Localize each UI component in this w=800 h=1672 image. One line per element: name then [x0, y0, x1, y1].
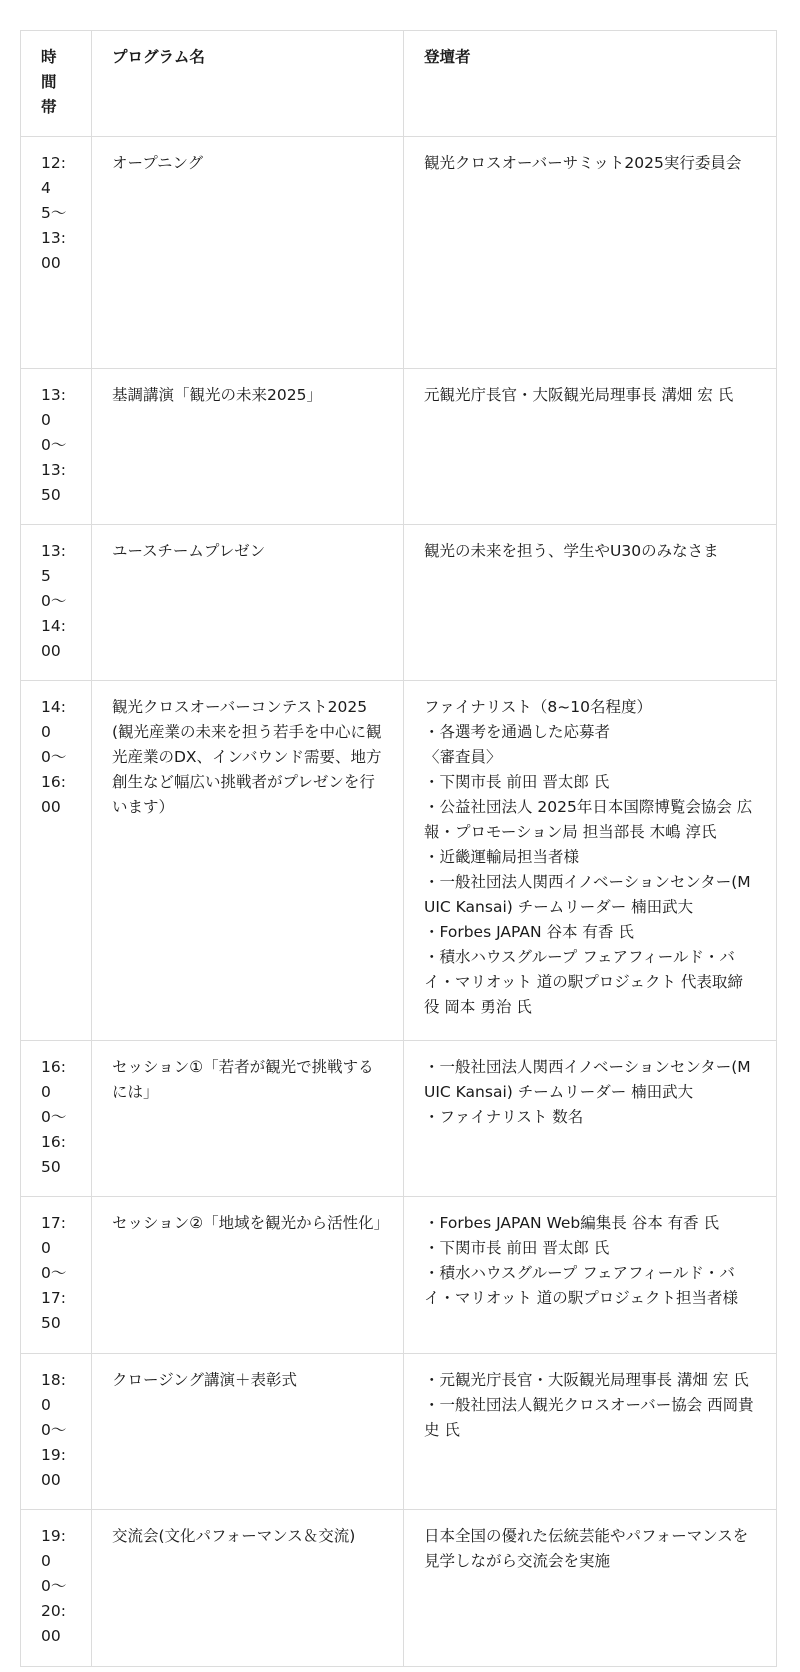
table-row	[21, 1197, 777, 1354]
cell-program: クロージング講演＋表彰式	[92, 1354, 404, 1510]
cell-speaker: ・一般社団法人関西イノベーションセンター(MUIC Kansai) チームリーダー 楠田武大 ・ファイナリスト 数名	[404, 1041, 777, 1197]
cell-speaker: 日本全国の優れた伝統芸能やパフォーマンスを見学しながら交流会を実施	[404, 1510, 777, 1667]
table-row	[21, 1510, 777, 1667]
cell-speaker: ・Forbes JAPAN Web編集長 谷本 有香 氏 ・下関市長 前田 晋太郎 氏 ・積水ハウスグループ フェアフィールド・バイ・マリオット 道の駅プロジェクト担当者様	[404, 1197, 777, 1354]
table-row	[21, 1041, 777, 1197]
cell-speaker: 観光の未来を担う、学生やU30のみなさま	[404, 525, 777, 681]
cell-time: 19:00〜20:00	[21, 1510, 92, 1667]
cell-time: 17:00〜17:50	[21, 1197, 92, 1354]
table-header-row	[21, 31, 777, 137]
cell-speaker: 観光クロスオーバーサミット2025実行委員会	[404, 137, 777, 369]
cell-time: 12:45〜13:00	[21, 137, 92, 369]
table-row	[21, 681, 777, 1041]
cell-program: ユースチームプレゼン	[92, 525, 404, 681]
header-program: プログラム名	[92, 31, 404, 137]
table-row	[21, 137, 777, 369]
cell-program: セッション①「若者が観光で挑戦するには」	[92, 1041, 404, 1197]
cell-time: 18:00〜19:00	[21, 1354, 92, 1510]
table-row	[21, 525, 777, 681]
cell-time: 14:00〜16:00	[21, 681, 92, 1041]
table-row	[21, 369, 777, 525]
cell-speaker: 元観光庁長官・大阪観光局理事長 溝畑 宏 氏	[404, 369, 777, 525]
header-time: 時間帯	[21, 31, 92, 137]
program-schedule-table	[20, 30, 777, 1667]
cell-time: 16:00〜16:50	[21, 1041, 92, 1197]
cell-program: セッション②「地域を観光から活性化」	[92, 1197, 404, 1354]
cell-time: 13:50〜14:00	[21, 525, 92, 681]
cell-program: 観光クロスオーバーコンテスト2025 (観光産業の未来を担う若手を中心に観光産業のDX、インバウンド需要、地方創生など幅広い挑戦者がプレゼンを行います）	[92, 681, 404, 1041]
cell-program: 交流会(文化パフォーマンス＆交流)	[92, 1510, 404, 1667]
cell-time: 13:00〜13:50	[21, 369, 92, 525]
cell-program: オープニング	[92, 137, 404, 369]
table-row	[21, 1354, 777, 1510]
cell-speaker: ファイナリスト（8~10名程度） ・各選考を通過した応募者 〈審査員〉 ・下関市長 前田 晋太郎 氏 ・公益社団法人 2025年日本国際博覧会協会 広報・プロモーション局 担当部長 木嶋 淳氏 ・近畿運輸局担当者様 ・一般社団法人関西イノベーションセンター(MUIC Kansai) チームリーダー 楠田武大 ・Forbes JAPAN 谷本 有香 氏 ・積水ハウスグループ フェアフィールド・バイ・マリオット 道の駅プロジェクト 代表取締役 岡本 勇治 氏	[404, 681, 777, 1041]
cell-speaker: ・元観光庁長官・大阪観光局理事長 溝畑 宏 氏 ・一般社団法人観光クロスオーバー協会 西岡貴史 氏	[404, 1354, 777, 1510]
header-speaker: 登壇者	[404, 31, 777, 137]
cell-program: 基調講演「観光の未来2025」	[92, 369, 404, 525]
